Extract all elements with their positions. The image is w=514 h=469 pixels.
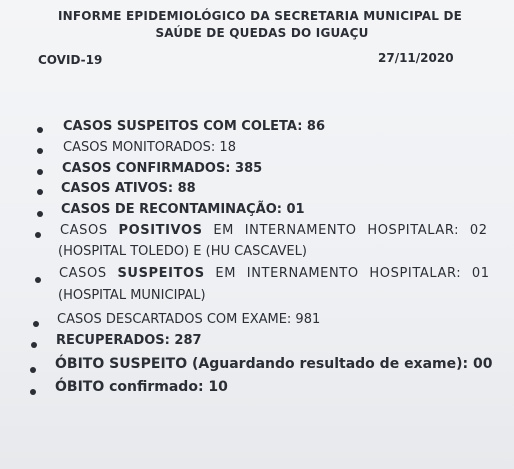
bullet-icon xyxy=(30,389,36,395)
bullet-icon xyxy=(31,342,37,348)
bullet-icon xyxy=(37,189,43,195)
item-text: CASOS ATIVOS: 88 xyxy=(61,181,196,196)
item-text: CASOS MONITORADOS: 18 xyxy=(63,140,236,155)
item-text xyxy=(60,223,488,238)
bullet-icon xyxy=(35,277,41,283)
item-text-line-2: (HOSPITAL TOLEDO) E (HU CASCAVEL) xyxy=(58,244,307,259)
item-text-line-2: (HOSPITAL MUNICIPAL) xyxy=(58,288,206,303)
bullet-icon xyxy=(37,148,43,154)
item-text-emphasis: SUSPEITOS xyxy=(117,266,205,281)
report-date: 27/11/2020 xyxy=(378,51,454,65)
item-text: CASOS SUSPEITOS COM COLETA: 86 xyxy=(63,119,326,134)
item-text: RECUPERADOS: 287 xyxy=(56,333,202,348)
item-text-prefix: CASOS xyxy=(59,266,118,281)
title-line-2: SAÚDE DE QUEDAS DO IGUAÇU xyxy=(155,26,369,40)
item-text: CASOS DE RECONTAMINAÇÃO: 01 xyxy=(61,202,305,217)
title-line-1: INFORME EPIDEMIOLÓGICO DA SECRETARIA MUNICIPAL DE xyxy=(57,9,463,23)
item-text: CASOS CONFIRMADOS: 385 xyxy=(62,161,263,176)
item-text: CASOS DESCARTADOS COM EXAME: 981 xyxy=(57,312,321,327)
item-text: ÓBITO confirmado: 10 xyxy=(55,379,228,395)
bullet-icon xyxy=(37,127,43,133)
report-subheader xyxy=(38,53,458,67)
document-title xyxy=(0,8,514,42)
item-text-prefix: CASOS xyxy=(60,223,119,238)
bullet-icon xyxy=(33,321,39,327)
item-text xyxy=(59,266,490,281)
bullet-icon xyxy=(37,211,43,217)
item-text-suffix: EM INTERNAMENTO HOSPITALAR: 01 xyxy=(204,266,490,281)
bullet-icon xyxy=(30,367,36,373)
item-text-emphasis: POSITIVOS xyxy=(118,223,203,238)
item-text: ÓBITO SUSPEITO (Aguardando resultado de exame): 00 xyxy=(55,356,493,372)
bullet-icon xyxy=(37,169,43,175)
topic-label: COVID-19 xyxy=(38,53,103,67)
item-text-suffix: EM INTERNAMENTO HOSPITALAR: 02 xyxy=(202,223,488,238)
bullet-icon xyxy=(35,232,41,238)
